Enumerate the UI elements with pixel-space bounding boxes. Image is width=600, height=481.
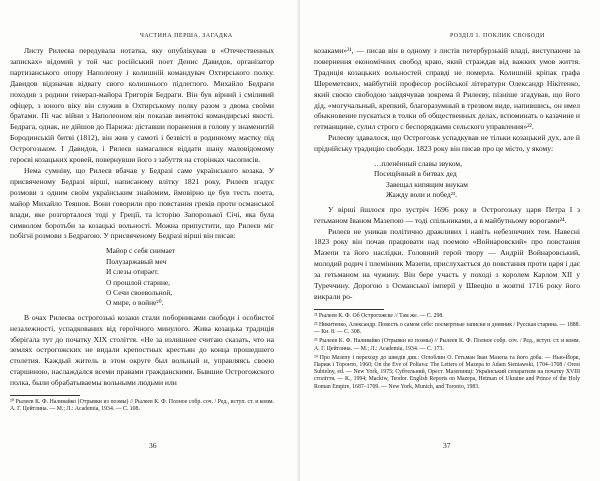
- verse-line: Завещал кипящим внукам: [386, 179, 468, 189]
- verse-line: Жажду воли и побед²³.: [386, 190, 457, 200]
- body-paragraph: Рилеєв не уникав політично дражливих і навіть небезпечних тем. Навесні 1823 року він почав працювати над поемою «Войнаровский» про повстання Мазепи та його наслідки. Головний герой твору — Андрій Войнаровський, молодий родич і племінник Мазепи, прислухається до повстання проти царя і дає за гетьманом на чужину. Він бере участь у поході з королем Карлом XII у Туреччину. Дорогою з Османської імперії у Швецію в жовтні 1716 року його викрали ро-: [314, 226, 580, 301]
- verse-line: Посещённый в битвах дед: [374, 169, 457, 179]
- page-body: [10, 46, 274, 416]
- verse-quote: [106, 246, 274, 308]
- verse-quote: [374, 159, 580, 201]
- verse-line: Майор с себя снимает: [106, 246, 176, 256]
- body-paragraph: Нема сумніву, що Рилеєв вбачав у Бедразі саме українського козака. У присвяченому Бедразі вірші, написаному влітку 1821 року, Рилеєв згадує розмови з одним своїм українським знайомим, ймовірно це був тесть поета, майор Михайло Теяшов. Вони говорили про повстання греків проти османської влади, яке розгорталося тоді у Греції, та історію Запорозької Січі, яка була символом боротьби за козацькі вольності. Можна припустити, що Рилеєв міг побігні розмови з Бедрагою. У присвяченому Бедразі вірші він писав:: [10, 165, 274, 241]
- footnote-separator: [10, 395, 80, 396]
- verse-line: О мире, о войне²⁰.: [106, 298, 164, 308]
- body-paragraph: У вірші йшлося про зустріч 1696 року в Острогозьку царя Петра I з гетьманом Іваном Мазепою — тоді спільниками, а в майбутньому ворогами²⁴.: [314, 204, 580, 225]
- verse-line: И слезы отирает.: [106, 267, 159, 277]
- footnote: ²³ Рылеев К. Ф. Наливайко (Отрывки из поэмы) // Рылеев К. Ф. Полное собр. соч. / Ред., вступ. ст. и комм. А. Г. Цейтлина. — М.; Л.: Academia, 1934. — С. 173.: [314, 338, 580, 352]
- footnote: ²⁰ Рылеев К. Ф. Наливайко (Отрывки из поэмы) // Рылеев К. Ф. Полное собр. соч. / Ред., вступ. ст. и комм. А. Г. Цейтлина. — М.; Л.: Academia, 1934. — С. 108.: [10, 399, 274, 413]
- page-number: 36: [149, 441, 157, 450]
- footnote: ²¹ Рылеев К. Ф. Об Острогожске // Там же. — С. 298.: [314, 312, 444, 319]
- verse-line: О Сечи своевольной,: [106, 287, 173, 297]
- body-paragraph: Листу Рилеєва передувала нотатка, яку опублікував в «Отечественных записках» відомий у той час російський поет Денис Давидов, організатор партизанського опору Наполеону і колишній командувач Охтирського полку. Давидов відзначав відвагу свого колишнього підлеглого. Михайло Бедраги походив з родини генерал-майора Григорія Бедраги. Він був вірний і сміливий офіцер, з юного віку він служив в Охтирському полку разом з двома своїми братами. Пі час війни з Наполеоном він показав винятокі командирські якості. Бедрага, однак, не дійшов до Парижа: діставши поранення в голову у знаменитій Бородинській битві (1812), він жив у самоті і безвісті в родинному маєтку під Острогозьком. І Давидов, і Рилеєв намагалися віддати шану маловідомому героєві козацьких кровей, повернувши його з забуття на сторінках часописів.: [10, 46, 274, 165]
- body-paragraph: Рилеєву здавалося, що Острогозьк успадкував не тільки козацький дух, але й пріднійську традицію свободи. 1823 року він писав про це місто, у якому:: [314, 133, 580, 154]
- verse-line: О прошлой старине,: [106, 277, 171, 287]
- verse-line: …пленённый славы звуком,: [374, 159, 462, 169]
- running-header: РОЗДІЛ 1. ПОКЛИК СВОБОДИ: [450, 33, 545, 39]
- footnote: ²⁴ Про Мазепу і переходу до шведів див.: Оглоблин О. Гетьман Іван Мазепа та його доба. — Нью-Йорк, Париж і Торонто, 1960; On the Eve of Poltava: The Letters of Mazepa to Adam Sieniawski, 1704–1708 / Orest Subtelny, ed. — New York, 1975; Субтельний, Орест. Мазепинці: Український сепаратизм на початку XVIII століття. — К., 1994; Mackiw, Teodor. English Reports on Mazepa, Hetman of Ukraine and Prince of the Holy Roman Empire, 1687–1709. — New York, Munich, and Toronto, 1983.: [314, 354, 580, 390]
- body-paragraph: В очах Рилеєва острогозькі козаки стали поборниками свободи і особистої незалежності, успадкованих від героїчного минулого. Жива козацька традиція зберігала тут до початку XIX століття. «Не за излишнее считаю сказать, что на землях острогожских не видали крепостных крестьян до конца прошедшего столетия. Каждый житель в этом округе был вольный и, управляясь своею старшиною, наслаждался всеми правами гражданскими. Бывшие Острогожского полка, были обрабатываемы вольными людьми или: [10, 312, 274, 388]
- footnote-separator: [314, 309, 384, 310]
- right-page: [300, 0, 600, 481]
- body-paragraph: козаками»²¹, — писав він в одному з листів петербурзькій владі, виступаючи за повернення економічних свобод краю, який страждав від важких умов життя. Традиція козацьких вольностей справді не померла. Колишній кріпак графа Шереметєвих, майбутній професор російської літератури Олександр Нікітенко, який своєю свободою завдячував зокрема й Рилеєву, пізніше згадував, що його дід, «могучальный, крепкий, благоразумный в трезвом виде, напившись, он имел обыкновение пускаться в толки об общественных делах, вспоминать о казачине и гетманщине, сулил строго с беспорядками сельского управления»²².: [314, 46, 580, 132]
- verse-line: Полузаржавый меч: [106, 256, 167, 266]
- page-body: [314, 46, 580, 393]
- footnote: ²² Никитенко, Александр. Повесть о самом себе: посмертные записки и дневник / Русская старина. — 1888. — Кн. 8. — С. 308.: [314, 322, 580, 336]
- running-header: ЧАСТИНА ПЕРША. ЗАГАДКА: [140, 33, 233, 39]
- page-number: 37: [443, 441, 451, 450]
